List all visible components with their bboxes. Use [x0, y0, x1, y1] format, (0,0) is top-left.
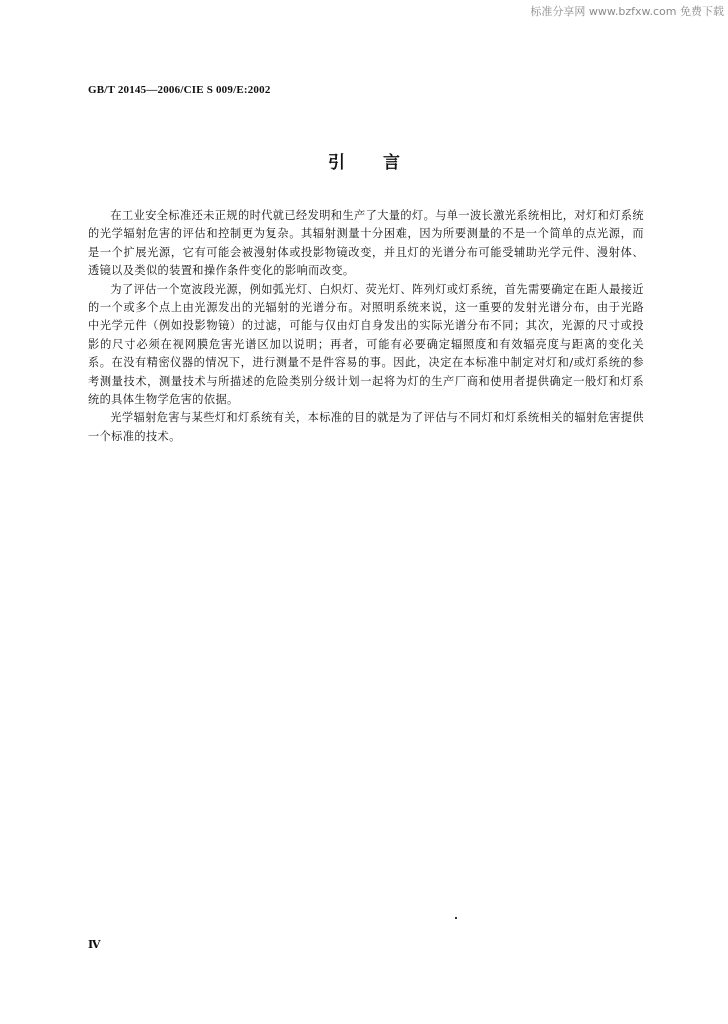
- paragraph: 为了评估一个宽波段光源，例如弧光灯、白炽灯、荧光灯、阵列灯或灯系统，首先需要确定在距人最接近的一个或多个点上由光源发出的光辐射的光谱分布。对照明系统来说，这一重要的发射光谱分布，由于光路中光学元件（例如投影物镜）的过滤，可能与仅由灯自身发出的实际光谱分布不同；其次，光源的尺寸或投影的尺寸必须在视网膜危害光谱区加以说明；再者，可能有必要确定辐照度和有效辐亮度与距离的变化关系。在没有精密仪器的情况下，进行测量不是件容易的事。因此，决定在本标准中制定对灯和/或灯系统的参考测量技术，测量技术与所描述的危险类别分级计划一起将为灯的生产厂商和使用者提供确定一般灯和灯系统的具体生物学危害的依据。: [88, 282, 644, 407]
- section-title: 引言: [328, 153, 438, 173]
- paragraph: 光学辐射危害与某些灯和灯系统有关，本标准的目的就是为了评估与不同灯和灯系统相关的辐射危害提供一个标准的技术。: [88, 411, 644, 443]
- introduction-body: [88, 207, 644, 446]
- standard-code-header: GB/T 20145—2006/CIE S 009/E:2002: [88, 84, 271, 96]
- scan-speck: [455, 917, 457, 919]
- site-watermark: 标准分享网 www.bzfxw.com 免费下载: [530, 5, 724, 18]
- page-number: Ⅳ: [88, 939, 101, 951]
- paragraph: 在工业安全标准还未正规的时代就已经发明和生产了大量的灯。与单一波长激光系统相比，对灯和灯系统的光学辐射危害的评估和控制更为复杂。其辐射测量十分困难，因为所要测量的不是一个简单的点光源，而是一个扩展光源，它有可能会被漫射体或投影物镜改变，并且灯的光谱分布可能受辅助光学元件、漫射体、透镜以及类似的装置和操作条件变化的影响而改变。: [88, 209, 644, 278]
